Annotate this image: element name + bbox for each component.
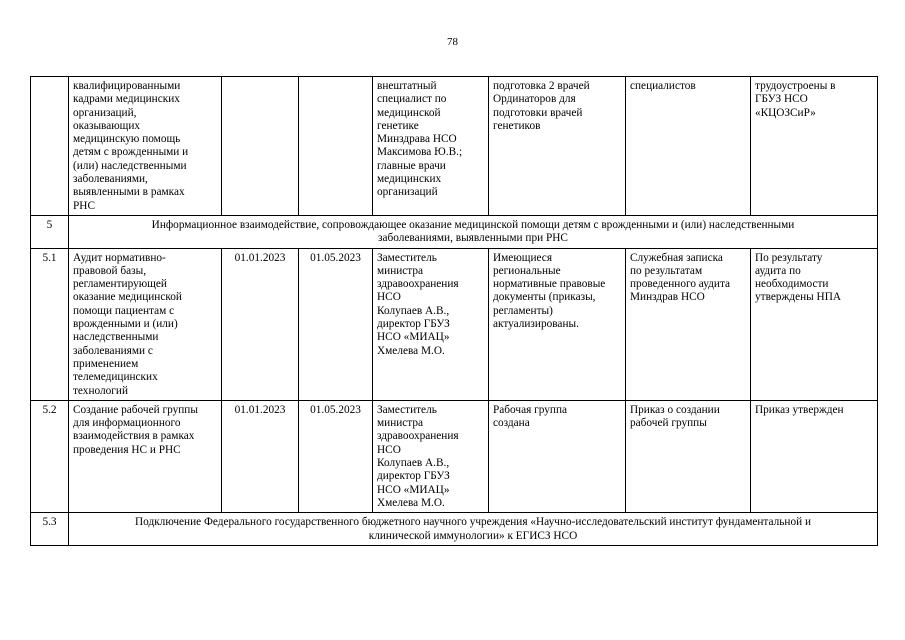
result-cell: подготовка 2 врачей Ординаторов для подготовки врачей генетиков bbox=[489, 77, 626, 216]
table-row bbox=[31, 77, 878, 216]
section-title-cell: Подключение Федерального государственного бюджетного научного учреждения «Научно-исследовательский институт фундаментальной и клинической иммунологии» к ЕГИСЗ НСО bbox=[69, 513, 878, 546]
responsible-cell: Заместитель министра здравоохранения НСО Колупаев А.В., директор ГБУЗ НСО «МИАЦ» Хмелева М.О. bbox=[373, 400, 489, 512]
responsible-cell: внештатный специалист по медицинской генетике Минздрава НСО Максимова Ю.В.; главные врачи медицинских организаций bbox=[373, 77, 489, 216]
section-number-cell: 5.3 bbox=[31, 513, 69, 546]
row-number-cell: 5.1 bbox=[31, 248, 69, 400]
start-date-cell: 01.01.2023 bbox=[222, 248, 299, 400]
event-cell: Создание рабочей группы для информационного взаимодействия в рамках проведения НС и РНС bbox=[69, 400, 222, 512]
event-cell: квалифицированными кадрами медицинских организаций, оказывающих медицинскую помощь детям с врожденными и (или) наследственными заболеваниями, выявленными в рамках РНС bbox=[69, 77, 222, 216]
document-cell: Служебная записка по результатам проведенного аудита Минздрав НСО bbox=[626, 248, 751, 400]
page-number: 78 bbox=[447, 36, 458, 48]
end-date-cell bbox=[299, 77, 373, 216]
section-number-cell: 5 bbox=[31, 215, 69, 248]
end-date-cell: 01.05.2023 bbox=[299, 400, 373, 512]
end-date-cell: 01.05.2023 bbox=[299, 248, 373, 400]
responsible-cell: Заместитель министра здравоохранения НСО Колупаев А.В., директор ГБУЗ НСО «МИАЦ» Хмелева М.О. bbox=[373, 248, 489, 400]
section-row bbox=[31, 215, 878, 248]
row-number-cell: 5.2 bbox=[31, 400, 69, 512]
criteria-cell: трудоустроены в ГБУЗ НСО «КЦОЗСиР» bbox=[751, 77, 878, 216]
event-cell: Аудит нормативно- правовой базы, регламентирующей оказание медицинской помощи пациентам с врожденными и (или) наследственными заболеваниями с применением телемедицинских технологий bbox=[69, 248, 222, 400]
section-title-cell: Информационное взаимодействие, сопровождающее оказание медицинской помощи детям с врожденными и (или) наследственными заболеваниями, выявленными при РНС bbox=[69, 215, 878, 248]
result-cell: Имеющиеся региональные нормативные правовые документы (приказы, регламенты) актуализированы. bbox=[489, 248, 626, 400]
start-date-cell: 01.01.2023 bbox=[222, 400, 299, 512]
row-number-cell bbox=[31, 77, 69, 216]
document-cell: специалистов bbox=[626, 77, 751, 216]
result-cell: Рабочая группа создана bbox=[489, 400, 626, 512]
start-date-cell bbox=[222, 77, 299, 216]
section-row bbox=[31, 513, 878, 546]
document-cell: Приказ о создании рабочей группы bbox=[626, 400, 751, 512]
criteria-cell: По результату аудита по необходимости утверждены НПА bbox=[751, 248, 878, 400]
table-row bbox=[31, 400, 878, 512]
criteria-cell: Приказ утвержден bbox=[751, 400, 878, 512]
table-row bbox=[31, 248, 878, 400]
plan-table bbox=[30, 76, 878, 546]
